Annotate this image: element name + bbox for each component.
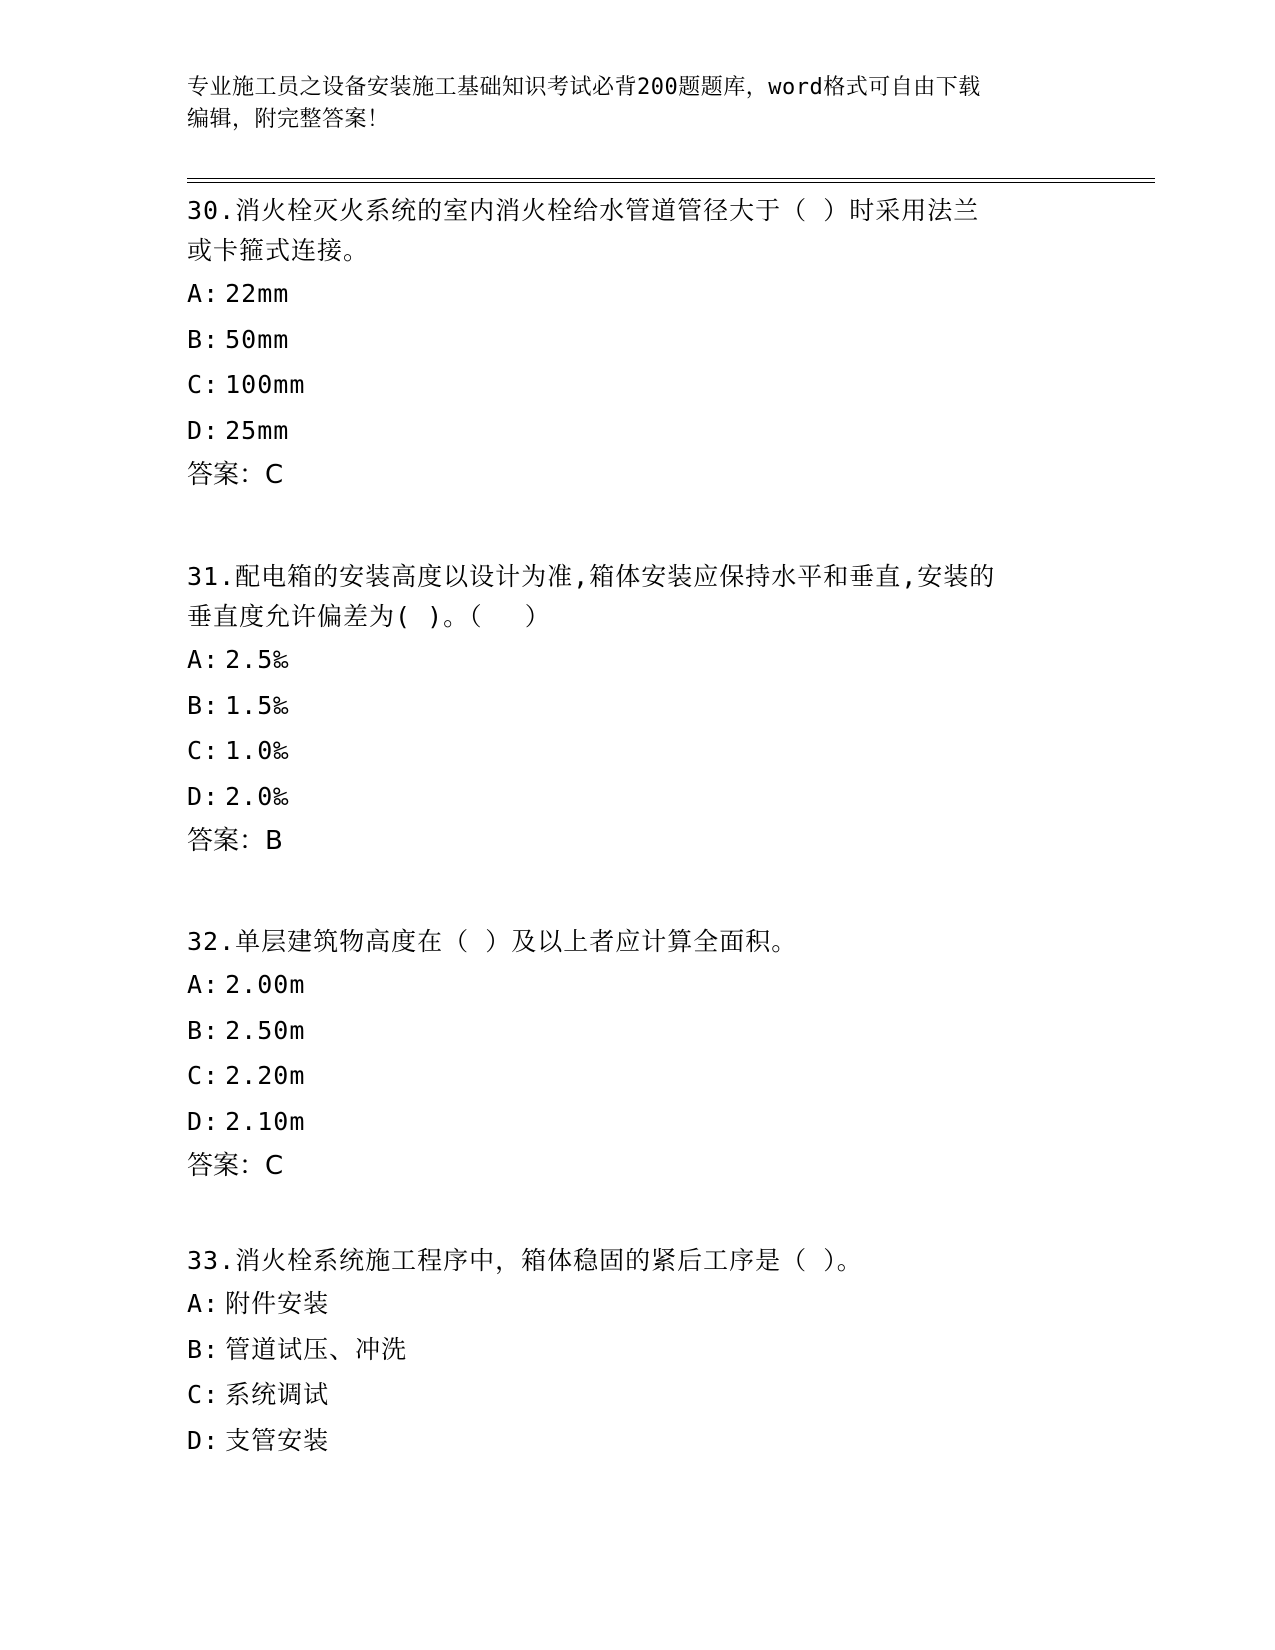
question-32 <box>187 922 1087 1188</box>
option-a <box>187 962 1087 1008</box>
question-stem-line-2: 垂直度允许偏差为( )。（ ） <box>187 602 551 631</box>
option-letter: A <box>187 970 204 999</box>
option-b <box>187 1327 1087 1373</box>
answer-label: 答案： <box>187 460 266 490</box>
option-letter: B <box>187 690 204 720</box>
option-text: 1.5‰ <box>225 690 290 720</box>
option-text: 系统调试 <box>225 1380 330 1409</box>
option-c <box>187 1053 1087 1099</box>
option-text: 管道试压、冲洗 <box>225 1334 408 1364</box>
option-letter: D <box>187 1106 204 1136</box>
option-c <box>187 728 1087 774</box>
option-c <box>187 1372 1087 1418</box>
option-c <box>187 362 1087 408</box>
option-text: 1.0‰ <box>225 736 290 765</box>
option-d <box>187 408 1087 454</box>
option-text: 2.5‰ <box>225 645 290 674</box>
option-separator: : <box>203 1425 220 1455</box>
option-text: 22mm <box>225 279 290 308</box>
option-text: 2.50m <box>225 1015 306 1045</box>
answer-label: 答案： <box>187 826 266 856</box>
option-text: 2.10m <box>225 1106 306 1136</box>
option-separator: : <box>203 1380 220 1409</box>
answer-value: C <box>265 1151 284 1181</box>
option-text: 25mm <box>225 415 290 445</box>
option-b <box>187 1008 1087 1054</box>
question-stem-line-1: 32.单层建筑物高度在（ ）及以上者应计算全面积。 <box>187 927 798 956</box>
header-divider-top <box>187 178 1155 179</box>
option-letter: B <box>187 1334 204 1364</box>
question-stem-line-1: 31.配电箱的安装高度以设计为准,箱体安装应保持水平和垂直,安装的 <box>187 562 996 591</box>
option-separator: : <box>203 970 220 999</box>
option-d <box>187 774 1087 820</box>
header-line-2: 编辑，附完整答案！ <box>187 107 390 132</box>
document-header <box>187 72 1067 136</box>
option-separator: : <box>203 1106 220 1136</box>
option-letter: A <box>187 645 204 674</box>
option-letter: D <box>187 781 204 811</box>
question-stem-line-1: 33.消火栓系统施工程序中，箱体稳固的紧后工序是（ ）。 <box>187 1246 863 1275</box>
option-text: 2.00m <box>225 970 306 999</box>
question-33 <box>187 1241 1087 1463</box>
option-separator: : <box>203 324 220 354</box>
option-separator: : <box>203 370 220 399</box>
option-d <box>187 1418 1087 1464</box>
option-a <box>187 637 1087 683</box>
question-stem-line-1: 30.消火栓灭火系统的室内消火栓给水管道管径大于（ ）时采用法兰 <box>187 196 980 225</box>
option-b <box>187 317 1087 363</box>
header-line-1: 专业施工员之设备安装施工基础知识考试必背200题题库，word格式可自由下载 <box>187 75 981 100</box>
option-text: 2.0‰ <box>225 781 290 811</box>
option-text: 50mm <box>225 324 290 354</box>
answer-line <box>187 819 1087 863</box>
option-letter: B <box>187 1015 204 1045</box>
option-letter: D <box>187 415 204 445</box>
option-separator: : <box>203 690 220 720</box>
option-text: 100mm <box>225 370 306 399</box>
answer-label: 答案： <box>187 1151 266 1181</box>
question-30 <box>187 191 1087 497</box>
option-letter: C <box>187 1380 204 1409</box>
option-b <box>187 683 1087 729</box>
answer-line <box>187 1144 1087 1188</box>
option-separator: : <box>203 781 220 811</box>
option-letter: B <box>187 324 204 354</box>
option-letter: C <box>187 1061 204 1090</box>
answer-line <box>187 453 1087 497</box>
option-text: 附件安装 <box>225 1289 330 1318</box>
option-a <box>187 1281 1087 1327</box>
option-letter: C <box>187 370 204 399</box>
question-31 <box>187 557 1087 863</box>
option-text: 支管安装 <box>225 1425 330 1455</box>
answer-value: C <box>265 460 284 490</box>
option-text: 2.20m <box>225 1061 306 1090</box>
question-stem-line-2: 或卡箍式连接。 <box>187 236 370 265</box>
option-separator: : <box>203 736 220 765</box>
option-letter: D <box>187 1425 204 1455</box>
option-letter: A <box>187 1289 204 1318</box>
option-separator: : <box>203 279 220 308</box>
option-separator: : <box>203 1061 220 1090</box>
option-separator: : <box>203 645 220 674</box>
answer-value: B <box>265 826 283 856</box>
header-divider-bottom <box>187 182 1155 183</box>
option-separator: : <box>203 415 220 445</box>
option-separator: : <box>203 1289 220 1318</box>
option-a <box>187 271 1087 317</box>
option-d <box>187 1099 1087 1145</box>
option-separator: : <box>203 1015 220 1045</box>
option-letter: A <box>187 279 204 308</box>
option-letter: C <box>187 736 204 765</box>
option-separator: : <box>203 1334 220 1364</box>
